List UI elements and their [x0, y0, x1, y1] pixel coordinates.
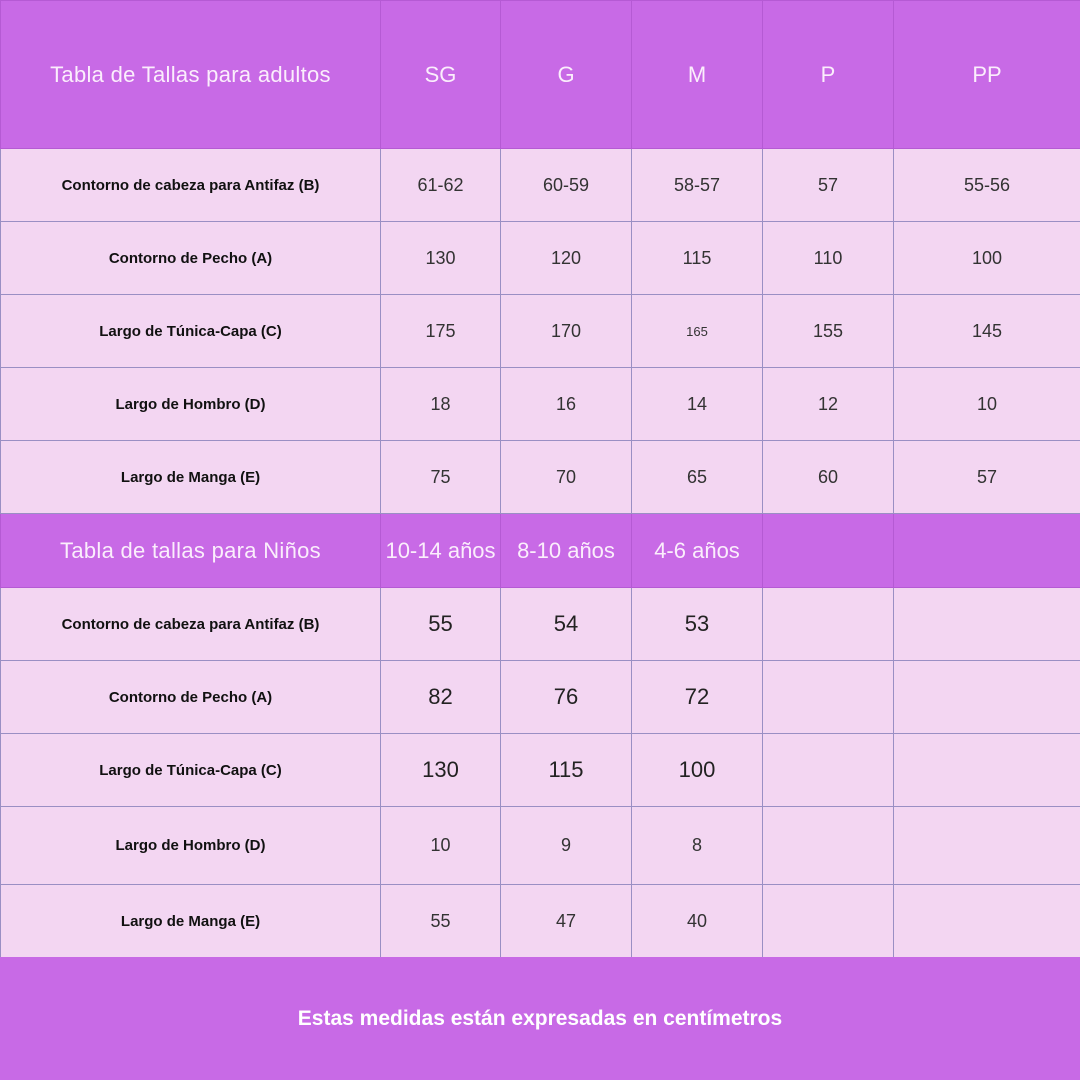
measurement-label: Contorno de cabeza para Antifaz (B) — [1, 588, 381, 661]
table-cell: 115 — [632, 222, 763, 295]
table-row — [1, 222, 1080, 295]
kids-table-title: Tabla de tallas para Niños — [1, 514, 381, 588]
measurement-label: Largo de Hombro (D) — [1, 807, 381, 885]
size-header: 8-10 años — [501, 514, 632, 588]
size-header: 10-14 años — [381, 514, 501, 588]
empty-cell — [894, 588, 1080, 661]
table-cell: 130 — [381, 734, 501, 807]
table-cell: 14 — [632, 368, 763, 441]
table-cell: 155 — [763, 295, 894, 368]
size-header: P — [763, 1, 894, 149]
measurement-label: Largo de Manga (E) — [1, 441, 381, 514]
table-cell: 72 — [632, 661, 763, 734]
kids-header-row — [1, 514, 1080, 588]
empty-cell — [894, 807, 1080, 885]
table-cell: 57 — [894, 441, 1080, 514]
empty-cell — [763, 734, 894, 807]
table-cell: 100 — [632, 734, 763, 807]
table-cell: 53 — [632, 588, 763, 661]
table-cell: 8 — [632, 807, 763, 885]
table-cell: 55 — [381, 588, 501, 661]
size-header: SG — [381, 1, 501, 149]
empty-cell — [894, 734, 1080, 807]
table-cell: 175 — [381, 295, 501, 368]
table-cell: 55-56 — [894, 149, 1080, 222]
table-cell: 57 — [763, 149, 894, 222]
table-cell: 65 — [632, 441, 763, 514]
size-header: PP — [894, 1, 1080, 149]
measurement-label: Contorno de cabeza para Antifaz (B) — [1, 149, 381, 222]
table-row — [1, 807, 1080, 885]
measurement-label: Largo de Hombro (D) — [1, 368, 381, 441]
empty-cell — [894, 661, 1080, 734]
table-cell: 130 — [381, 222, 501, 295]
measurement-label: Largo de Manga (E) — [1, 885, 381, 958]
size-header: 4-6 años — [632, 514, 763, 588]
size-header: G — [501, 1, 632, 149]
footer-note: Estas medidas están expresadas en centímetros — [297, 1006, 783, 1030]
table-cell: 170 — [501, 295, 632, 368]
empty-header-cell — [763, 514, 894, 588]
table-cell: 60-59 — [501, 149, 632, 222]
empty-cell — [763, 885, 894, 958]
empty-cell — [894, 885, 1080, 958]
table-cell: 115 — [501, 734, 632, 807]
table-cell: 10 — [381, 807, 501, 885]
table-cell: 110 — [763, 222, 894, 295]
table-cell: 10 — [894, 368, 1080, 441]
table-row — [1, 588, 1080, 661]
table-row — [1, 368, 1080, 441]
table-cell: 61-62 — [381, 149, 501, 222]
table-cell: 16 — [501, 368, 632, 441]
empty-cell — [763, 807, 894, 885]
table-cell: 76 — [501, 661, 632, 734]
measurement-label: Contorno de Pecho (A) — [1, 661, 381, 734]
measurement-label: Largo de Túnica-Capa (C) — [1, 295, 381, 368]
table-cell: 100 — [894, 222, 1080, 295]
table-cell: 145 — [894, 295, 1080, 368]
table-cell: 47 — [501, 885, 632, 958]
table-row — [1, 661, 1080, 734]
measurement-label: Contorno de Pecho (A) — [1, 222, 381, 295]
table-cell: 40 — [632, 885, 763, 958]
adults-header-row — [1, 1, 1080, 149]
table-cell: 82 — [381, 661, 501, 734]
empty-cell — [763, 661, 894, 734]
table-cell: 54 — [501, 588, 632, 661]
table-row — [1, 149, 1080, 222]
table-cell: 165 — [632, 295, 763, 368]
table-row — [1, 734, 1080, 807]
empty-header-cell — [894, 514, 1080, 588]
size-header: M — [632, 1, 763, 149]
table-cell: 60 — [763, 441, 894, 514]
table-cell: 70 — [501, 441, 632, 514]
table-cell: 18 — [381, 368, 501, 441]
measurement-label: Largo de Túnica-Capa (C) — [1, 734, 381, 807]
table-row — [1, 441, 1080, 514]
table-cell: 75 — [381, 441, 501, 514]
table-cell: 12 — [763, 368, 894, 441]
table-cell: 9 — [501, 807, 632, 885]
footer-banner — [0, 957, 1080, 1080]
empty-cell — [763, 588, 894, 661]
table-cell: 55 — [381, 885, 501, 958]
adults-table-title: Tabla de Tallas para adultos — [1, 1, 381, 149]
table-cell: 58-57 — [632, 149, 763, 222]
table-cell: 120 — [501, 222, 632, 295]
table-row — [1, 295, 1080, 368]
table-row — [1, 885, 1080, 958]
